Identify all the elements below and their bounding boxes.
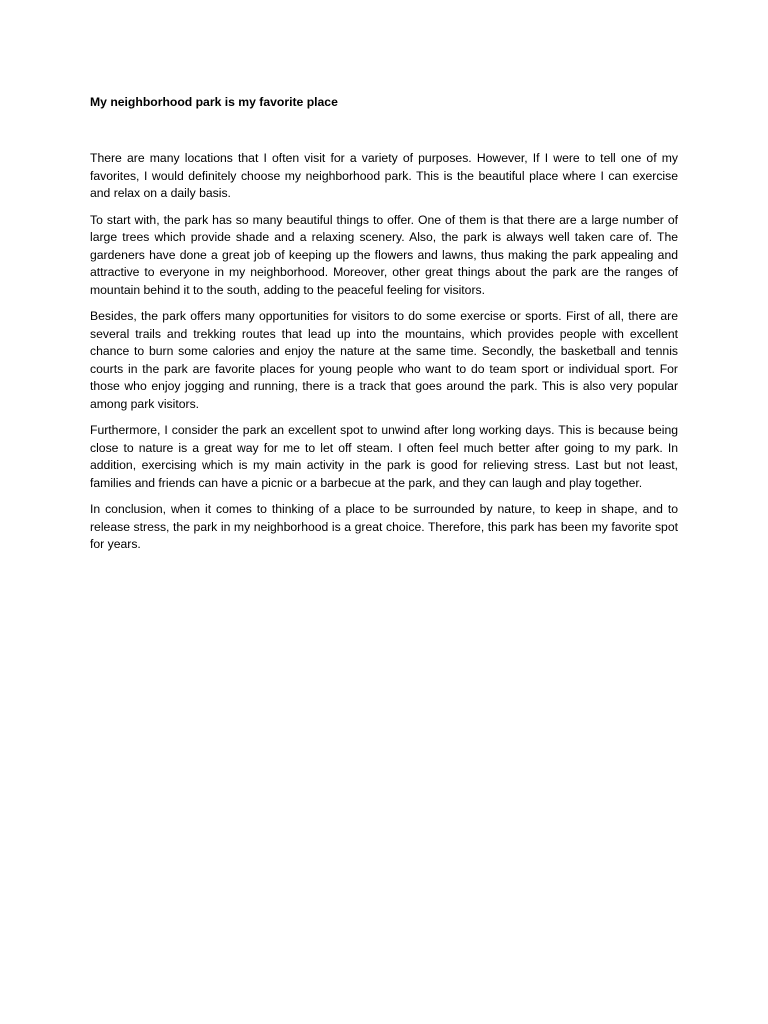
paragraph-conclusion: In conclusion, when it comes to thinking of a place to be surrounded by nature, to keep in shape, and to release stress, the park in my neighborhood is a great choice. Therefore, this park has been my favorite spot for years. <box>90 502 678 551</box>
paragraph-park-features: To start with, the park has so many beautiful things to offer. One of them is that there are a large number of large trees which provide shade and a relaxing scenery. Also, the park is always well taken care of. The gardeners have done a great job of keeping up the flowers and lawns, thus making the park appealing and attractive to everyone in my neighborhood. Moreover, other great things about the park are the ranges of mountain behind it to the south, adding to the peaceful feeling for visitors. <box>90 212 678 297</box>
paragraph-stress-relief: Furthermore, I consider the park an excellent spot to unwind after long working days. This is because being close to nature is a great way for me to let off steam. I often feel much better after going to my park. In addition, exercising which is my main activity in the park is good for relieving stress. Last but not least, families and friends can have a picnic or a barbecue at the park, and they can laugh and play together. <box>90 423 678 490</box>
paragraph-introduction: There are many locations that I often visit for a variety of purposes. However, If I were to tell one of my favorites, I would definitely choose my neighborhood park. This is the beautiful place where I can exercise and relax on a daily basis. <box>90 151 678 200</box>
paragraph-exercise-opportunities: Besides, the park offers many opportunities for visitors to do some exercise or sports. First of all, there are several trails and trekking routes that lead up into the mountains, which provides people with excellent chance to burn some calories and enjoy the nature at the same time. Secondly, the basketball and tennis courts in the park are favorite places for young people who want to do team sport or individual sport. For those who enjoy jogging and running, there is a track that goes around the park. This is also very popular among park visitors. <box>90 309 678 411</box>
document-title: My neighborhood park is my favorite place <box>90 95 338 109</box>
document-body <box>90 150 678 563</box>
